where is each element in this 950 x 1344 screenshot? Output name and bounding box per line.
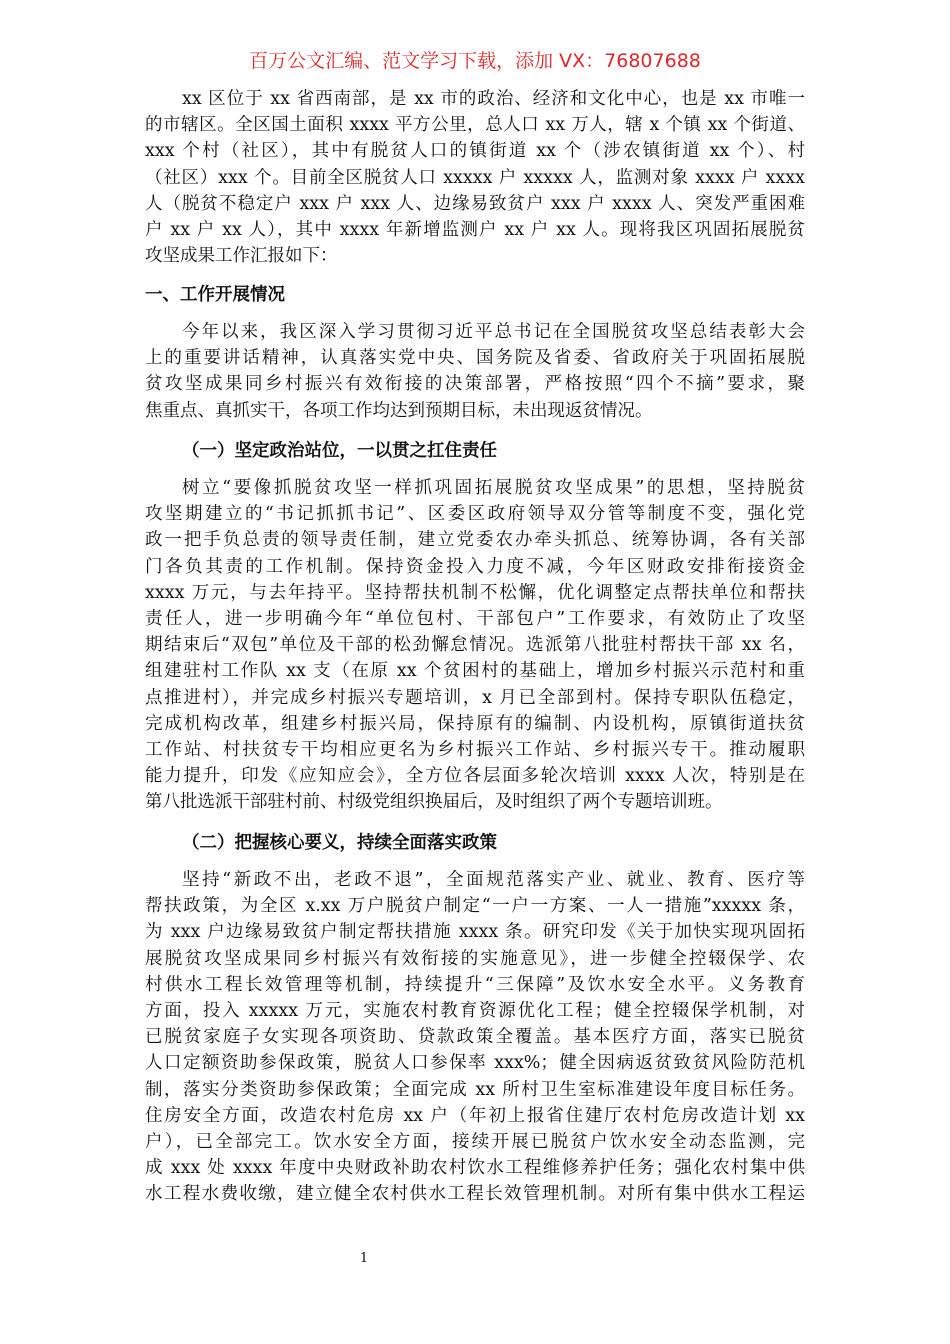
text-line: 已脱贫家庭子女实现各项资助、贷款政策全覆盖。基本医疗方面，落实已脱贫	[145, 1027, 805, 1048]
text-line: 能力提升，印发《应知应会》，全方位各层面多轮次培训 xxxx 人次，特别是在	[145, 766, 805, 787]
subsection-heading-2: （二）把握核心要义，持续全面落实政策	[182, 833, 497, 853]
text-line: 期结束后“双包”单位及干部的松劲懈怠情况。选派第八批驻村帮扶干部 xx 名，	[145, 635, 805, 656]
paragraph-policy	[145, 867, 805, 1207]
text-line: 制，落实分类资助参保政策；全面完成 xx 所村卫生室标准建设年度目标任务。	[145, 1079, 805, 1100]
text-line: 工作站、村扶贫专干均相应更名为乡村振兴工作站、乡村振兴专干。推动履职	[145, 739, 805, 760]
text-line: 人口定额资助参保政策，脱贫人口参保率 xxx%；健全因病返贫致贫风险防范机	[145, 1053, 805, 1074]
text-line: 户 xx 户 xx 人），其中 xxxx 年新增监测户 xx 户 xx 人。现将我区巩固拓展脱贫	[145, 219, 805, 240]
text-line: 政一把手负总责的领导责任制，建立党委农办牵头抓总、统筹协调，各有关部	[145, 530, 805, 551]
text-line: 门各负其责的工作机制。保持资金投入力度不减，今年区财政安排衔接资金	[145, 556, 805, 577]
text-line: xx 区位于 xx 省西南部，是 xx 市的政治、经济和文化中心，也是 xx 市唯一	[182, 89, 805, 109]
text-line: 责任人，进一步明确今年“单位包村、干部包户”工作要求，有效防止了攻坚	[145, 608, 805, 629]
text-line: 坚持“新政不出，老政不退”，全面规范落实产业、就业、教育、医疗等	[182, 870, 805, 890]
section-heading-1: 一、工作开展情况	[145, 285, 285, 305]
text-line: 树立“要像抓脱贫攻坚一样抓巩固拓展脱贫攻坚成果”的思想，坚持脱贫	[182, 478, 805, 498]
subsection-heading-1: （一）坚定政治站位，一以贯之扛住责任	[182, 441, 497, 461]
text-line: 户），已全部完工。饮水安全方面，接续开展已脱贫户饮水安全动态监测，完	[145, 1131, 805, 1152]
text-line: 上的重要讲话精神，认真落实党中央、国务院及省委、省政府关于巩固拓展脱	[145, 348, 805, 369]
text-line: 村供水工程长效管理等机制，持续提升“三保障”及饮水安全水平。义务教育	[145, 974, 805, 995]
page-number: 1	[359, 1251, 369, 1266]
text-line: （社区）xxx 个。目前全区脱贫人口 xxxxx 户 xxxxx 人，监测对象 xxxx 户 xxxx	[145, 167, 805, 188]
text-line: 人（脱贫不稳定户 xxx 户 xxx 人、边缘易致贫户 xxx 户 xxxx 人、突发严重困难	[145, 193, 805, 214]
text-line: 水工程水费收缴，建立健全农村供水工程长效管理机制。对所有集中供水工程运	[145, 1184, 805, 1205]
text-line: 今年以来，我区深入学习贯彻习近平总书记在全国脱贫攻坚总结表彰大会	[182, 322, 805, 342]
text-line: 组建驻村工作队 xx 支（在原 xx 个贫困村的基础上，增加乡村振兴示范村和重	[145, 661, 805, 682]
text-line: 贫攻坚成果同乡村振兴有效衔接的决策部署，严格按照“四个不摘”要求，聚	[145, 374, 805, 395]
text-line: 展脱贫攻坚成果同乡村振兴有效衔接的实施意见》，进一步健全控辍保学、农	[145, 948, 805, 969]
text-line: xxxx 万元，与去年持平。坚持帮扶机制不松懈，优化调整定点帮扶单位和帮扶	[145, 582, 805, 603]
paragraph-political-stance	[145, 475, 805, 815]
text-line: 成 xxx 处 xxxx 年度中央财政补助农村饮水工程维修养护任务；强化农村集中供	[145, 1158, 805, 1179]
text-line: 第八批选派干部驻村前、村级党组织换届后，及时组织了两个专题培训班。	[145, 792, 723, 813]
paragraph-intro	[145, 86, 805, 269]
paragraph-overview	[145, 319, 805, 424]
text-line: 帮扶政策，为全区 x.xx 万户脱贫户制定“一户一方案、一人一措施”xxxxx 条，	[145, 896, 805, 917]
text-line: 完成机构改革，组建乡村振兴局，保持原有的编制、内设机构，原镇街道扶贫	[145, 713, 805, 734]
text-line: 攻坚成果工作汇报如下：	[145, 246, 338, 267]
text-line: 的市辖区。全区国土面积 xxxx 平方公里，总人口 xx 万人，辖 x 个镇 xx 个街道、	[145, 115, 805, 136]
text-line: xxx 个村（社区），其中有脱贫人口的镇街道 xx 个（涉农镇街道 xx 个）、村	[145, 141, 805, 162]
text-line: 点推进村），并完成乡村振兴专题培训，x 月已全部到村。保持专职队伍稳定，	[145, 687, 805, 708]
text-line: 攻坚期建立的“书记抓抓书记”、区委区政府领导双分管等制度不变，强化党	[145, 504, 805, 525]
text-line: 住房安全方面，改造农村危房 xx 户（年初上报省住建厅农村危房改造计划 xx	[145, 1105, 805, 1126]
text-line: 为 xxx 户边缘易致贫户制定帮扶措施 xxxx 条。研究印发《关于加快实现巩固拓	[145, 922, 805, 943]
text-line: 方面，投入 xxxxx 万元，实施农村教育资源优化工程；健全控辍保学机制，对	[145, 1000, 805, 1021]
watermark-banner: 百万公文汇编、范文学习下载，添加 VX：76807688	[249, 50, 701, 72]
text-line: 焦重点、真抓实干，各项工作均达到预期目标，未出现返贫情况。	[145, 400, 653, 421]
